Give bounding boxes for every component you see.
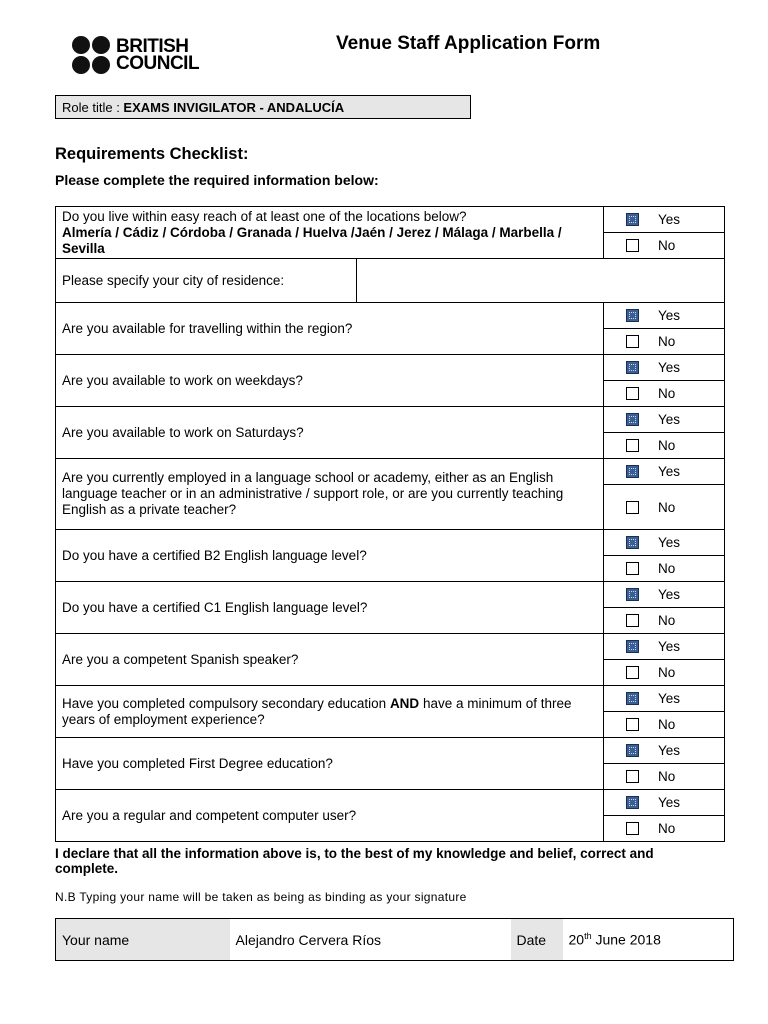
checkbox-checked-icon[interactable] [626,465,639,478]
no-label: No [658,769,676,784]
checkbox-empty-icon[interactable] [626,770,639,783]
answer-cell [604,207,725,259]
yes-option[interactable] [604,686,724,712]
no-option[interactable] [604,556,724,581]
answer-cell [604,790,725,842]
no-option[interactable] [604,712,724,737]
question-text [56,686,604,738]
no-option[interactable] [604,233,724,258]
yes-option[interactable] [604,303,724,329]
date-label: Date [511,919,563,961]
no-label: No [658,499,676,515]
answer-cell [604,459,725,530]
declaration-text: I declare that all the information above is, to the best of my knowledge and belief, correct and complete. [55,846,654,876]
yes-label: Yes [658,743,681,758]
question-row [56,303,725,355]
question-row [56,207,725,259]
city-label: Please specify your city of residence: [56,259,357,303]
question-row [56,459,725,530]
name-field[interactable]: Alejandro Cervera Ríos [230,919,511,961]
no-label: No [658,386,676,401]
yes-option[interactable] [604,790,724,816]
yes-label: Yes [658,308,681,323]
answer-cell [604,738,725,790]
form-title: Venue Staff Application Form [336,33,601,54]
checkbox-empty-icon[interactable] [626,387,639,400]
checkbox-checked-icon[interactable] [626,213,639,226]
checkbox-checked-icon[interactable] [626,413,639,426]
checkbox-empty-icon[interactable] [626,562,639,575]
yes-label: Yes [658,412,681,427]
no-option[interactable] [604,764,724,789]
answer-cell [604,303,725,355]
question-text: Do you have a certified C1 English language level? [56,582,604,634]
question-row [56,530,725,582]
checkbox-checked-icon[interactable] [626,309,639,322]
signature-table [55,918,734,961]
role-title-box [55,95,471,119]
city-input[interactable] [357,259,725,303]
checkbox-checked-icon[interactable] [626,536,639,549]
yes-option[interactable] [604,582,724,608]
date-month-year: June 2018 [591,931,661,948]
yes-option[interactable] [604,207,724,233]
answer-cell [604,355,725,407]
yes-label: Yes [658,212,681,227]
no-option[interactable] [604,816,724,841]
no-option[interactable] [604,608,724,633]
question-row [56,582,725,634]
checkbox-checked-icon[interactable] [626,361,639,374]
answer-cell [604,686,725,738]
checkbox-empty-icon[interactable] [626,501,639,514]
yes-label: Yes [658,587,681,602]
no-label: No [658,238,676,253]
logo-text [116,38,199,72]
question-text: Do you live within easy reach of at least one of the locations below? [62,208,467,224]
no-label: No [658,665,676,680]
yes-label: Yes [658,639,681,654]
city-row [56,259,725,303]
date-day: 20 [568,931,585,948]
yes-label: Yes [658,535,681,550]
answer-cell [604,530,725,582]
no-label: No [658,438,676,453]
section-subtitle: Please complete the required information below: [55,172,379,188]
question-text: Have you completed First Degree education? [56,738,604,790]
yes-option[interactable] [604,634,724,660]
section-title: Requirements Checklist: [55,145,249,163]
signature-note: N.B Typing your name will be taken as being as binding as your signature [55,890,467,904]
yes-option[interactable] [604,738,724,764]
no-option[interactable] [604,381,724,406]
no-option[interactable] [604,329,724,354]
checkbox-empty-icon[interactable] [626,239,639,252]
yes-label: Yes [658,464,681,479]
checkbox-checked-icon[interactable] [626,640,639,653]
question-text-bold: AND [389,695,420,711]
no-label: No [658,334,676,349]
no-label: No [658,613,676,628]
checkbox-empty-icon[interactable] [626,718,639,731]
no-label: No [658,561,676,576]
british-council-logo [72,36,199,74]
requirements-table [55,206,725,842]
question-row [56,686,725,738]
role-title-label: Role title : [62,100,124,115]
yes-label: Yes [658,691,681,706]
no-option[interactable] [604,433,724,458]
logo-line-1: BRITISH [116,36,189,57]
no-option[interactable] [604,485,724,529]
logo-dots-icon [72,36,110,74]
question-text: Are you available for travelling within the region? [56,303,604,355]
checkbox-checked-icon[interactable] [626,796,639,809]
checkbox-empty-icon[interactable] [626,335,639,348]
locations-list: Almería / Cádiz / Córdoba / Granada / Huelva /Jaén / Jerez / Málaga / Marbella / Sevilla [62,224,562,256]
date-suffix: th [584,931,592,942]
question-text: Are you a regular and competent computer user? [56,790,604,842]
checkbox-checked-icon[interactable] [626,692,639,705]
answer-cell [604,407,725,459]
question-cell [56,207,604,259]
answer-cell [604,582,725,634]
checkbox-empty-icon[interactable] [626,439,639,452]
question-row [56,738,725,790]
name-label: Your name [56,919,230,961]
logo-line-2: COUNCIL [116,53,200,74]
answer-cell [604,634,725,686]
yes-label: Yes [658,795,681,810]
yes-label: Yes [658,360,681,375]
checkbox-empty-icon[interactable] [626,822,639,835]
checkbox-empty-icon[interactable] [626,666,639,679]
question-text: Are you available to work on weekdays? [56,355,604,407]
question-row [56,790,725,842]
no-label: No [658,717,676,732]
no-option[interactable] [604,660,724,685]
checkbox-checked-icon[interactable] [626,588,639,601]
yes-option[interactable] [604,530,724,556]
yes-option[interactable] [604,407,724,433]
checkbox-empty-icon[interactable] [626,614,639,627]
question-row [56,634,725,686]
question-text: Are you available to work on Saturdays? [56,407,604,459]
yes-option[interactable] [604,355,724,381]
question-text: Do you have a certified B2 English language level? [56,530,604,582]
question-text-part: have a minimum of three years of employment experience? [62,695,572,727]
question-text: Are you a competent Spanish speaker? [56,634,604,686]
question-text: Are you currently employed in a language school or academy, either as an English language teacher or in an administrative / support role, or are you currently teaching English as a private teacher? [56,459,604,530]
role-title-value: EXAMS INVIGILATOR - ANDALUCÍA [123,100,345,115]
no-label: No [658,821,676,836]
yes-option[interactable] [604,459,724,485]
checkbox-checked-icon[interactable] [626,744,639,757]
question-text-part: Have you completed compulsory secondary education [62,695,390,711]
question-row [56,407,725,459]
date-field[interactable] [563,919,734,961]
question-row [56,355,725,407]
